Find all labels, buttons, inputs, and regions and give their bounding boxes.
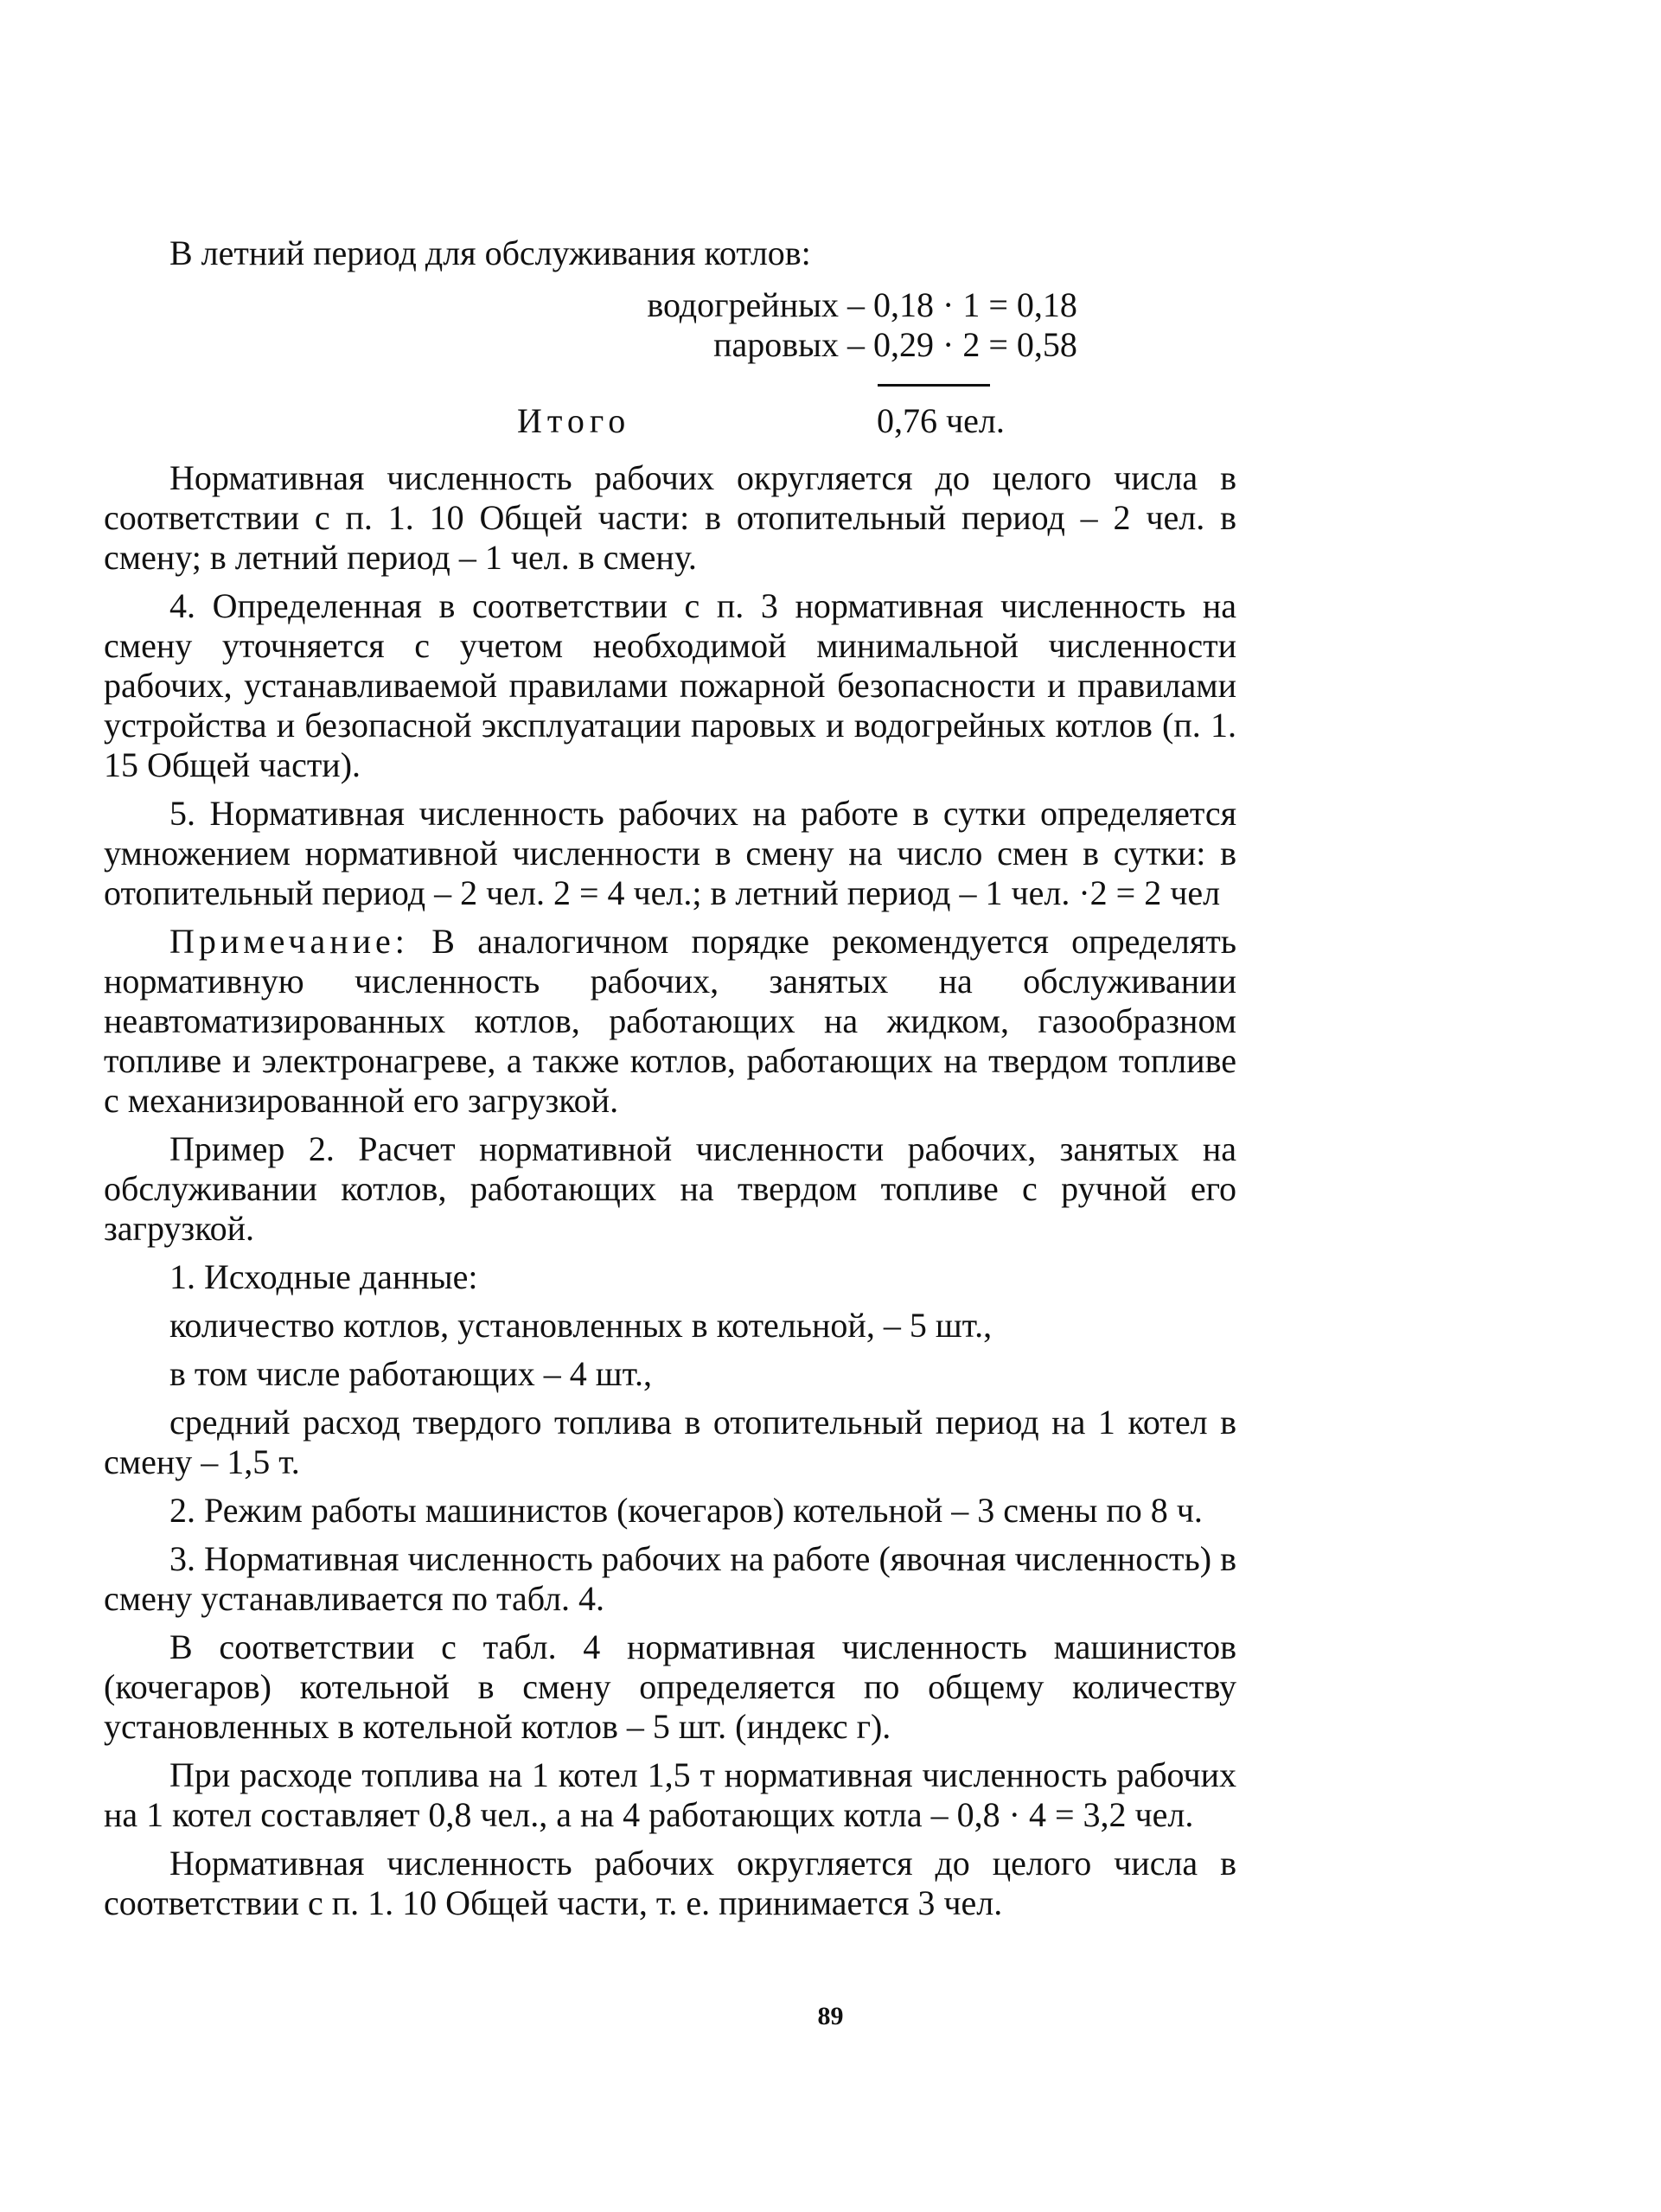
paragraph-note	[104, 922, 1236, 1121]
page-number: 89	[817, 2002, 844, 2030]
paragraph-example-2: Пример 2. Расчет нормативной численности рабочих, занятых на обслуживании котлов, работающих на твердом топливе с ручной его загрузкой.	[104, 1129, 1236, 1248]
paragraph-boiler-count: количество котлов, установленных в котельной, – 5 шт.,	[169, 1306, 993, 1345]
paragraph-final-rounding: Нормативная численность рабочих округляется до целого числа в соответствии с п. 1. 10 Общей части, т. е. принимается 3 чел.	[104, 1844, 1236, 1922]
calc-formula: – 0,29 · 2 = 0,58	[847, 325, 1077, 364]
note-label: Примечание:	[169, 922, 409, 961]
paragraph-item-5: 5. Нормативная численность рабочих на работе в сутки определяется умножением нормативной численности в смену на число смен в сутки: в отопительный период – 2 чел. 2 = 4 чел.; в летний период – 1 чел. ·2 = 2 чел	[104, 794, 1236, 912]
total-value: 0,76 чел.	[877, 401, 1005, 440]
paragraph-fuel-consumption: средний расход твердого топлива в отопительный период на 1 котел в смену – 1,5 т.	[104, 1403, 1236, 1481]
calc-label: водогрейных	[647, 285, 839, 324]
paragraph-item-4: 4. Определенная в соответствии с п. 3 нормативная численность на смену уточняется с учетом необходимой минимальной численности рабочих, устанавливаемой правилами пожарной безопасности и правилами устройства и безопасной эксплуатации паровых и водогрейных котлов (п. 1. 15 Общей части).	[104, 586, 1236, 784]
calc-label: паровых	[713, 325, 839, 364]
paragraph-fuel-calc: При расходе топлива на 1 котел 1,5 т нормативная численность рабочих на 1 котел составляет 0,8 чел., а на 4 работающих котла – 0,8 · 4 = 3,2 чел.	[104, 1755, 1236, 1834]
calc-row-steam	[104, 325, 1236, 365]
paragraph-working-count: в том числе работающих – 4 шт.,	[169, 1354, 653, 1393]
note-text: В аналогичном порядке рекомендуется определять нормативную численность рабочих, занятых на обслуживании неавтоматизированных котлов, работающих на жидком, газообразном топливе и электронагреве, а также котлов, работающих на твердом топливе с механизированной его загрузкой.	[104, 922, 1236, 1120]
paragraph-rounding: Нормативная численность рабочих округляется до целого числа в соответствии с п. 1. 10 Общей части: в отопительный период – 2 чел. в смену; в летний период – 1 чел. в смену.	[104, 458, 1236, 577]
paragraph-source-data: 1. Исходные данные:	[169, 1257, 478, 1296]
sum-divider	[104, 365, 1236, 401]
paragraph-work-mode: 2. Режим работы машинистов (кочегаров) котельной – 3 смены по 8 ч.	[169, 1491, 1203, 1530]
total-label: Итого	[517, 401, 631, 440]
paragraph-table-ref: 3. Нормативная численность рабочих на работе (явочная численность) в смену устанавливается по табл. 4.	[104, 1539, 1236, 1618]
calc-formula: – 0,18 · 1 = 0,18	[847, 285, 1077, 324]
paragraph-table-4: В соответствии с табл. 4 нормативная численность машинистов (кочегаров) котельной в смену определяется по общему количеству установленных в котельной котлов – 5 шт. (индекс г).	[104, 1627, 1236, 1746]
intro-line: В летний период для обслуживания котлов:	[169, 233, 811, 272]
document-page	[104, 233, 1236, 1923]
sum-rule	[878, 384, 990, 387]
calc-row-water-heating	[104, 285, 1236, 325]
total-row	[104, 401, 1236, 441]
